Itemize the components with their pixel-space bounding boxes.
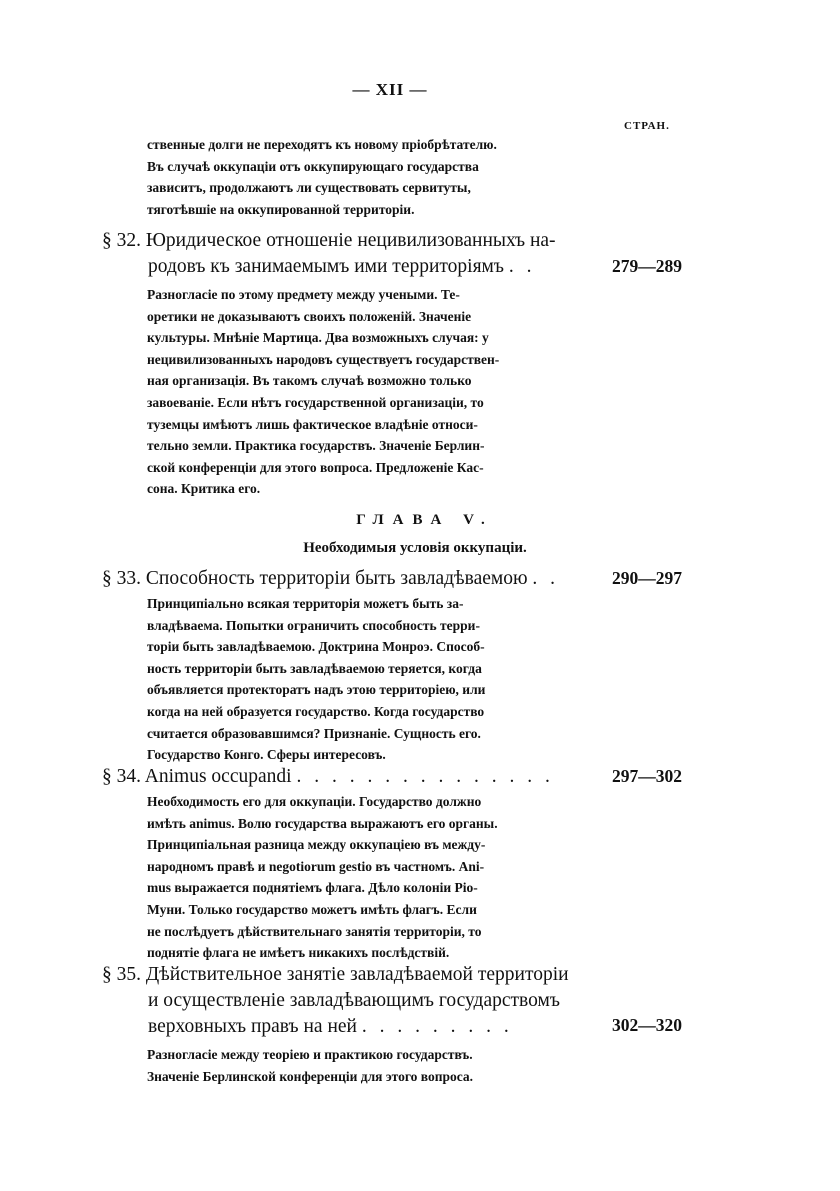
summary-line: Разногласіе по этому предмету между учеными. Те- — [147, 287, 460, 302]
section-35-title-line3 — [148, 1014, 513, 1040]
summary-line: объявляется протекторатъ надъ этою территоріею, или — [147, 682, 486, 698]
summary-line: народномъ правѣ и negotiorum gestio въ частномъ. Ani- — [147, 858, 485, 874]
summary-line: Принципіальная разница между оккупаціею въ между- — [147, 837, 486, 853]
summary-line: завоеваніе. Если нѣтъ государственной организаціи, то — [147, 394, 484, 410]
summary-line: нецивилизованныхъ народовъ существуетъ государствен- — [147, 351, 500, 367]
summary-line: не послѣдуетъ дѣйствительнаго занятія территоріи, то — [147, 923, 482, 939]
summary-line: считается образовавшимся? Признаніе. Сущность его. — [147, 725, 481, 741]
section-34-pages: 297—302 — [612, 766, 682, 786]
section-32-title-line2 — [148, 254, 535, 280]
summary-line: mus выражается поднятіемъ флага. Дѣло колоніи Ріо- — [147, 880, 478, 896]
summary-line: владѣваема. Попытки ограничить способность терри- — [147, 617, 480, 633]
summary-line: Муни. Только государство можетъ имѣть флагъ. Если — [147, 901, 477, 917]
leader-dots: . . — [532, 568, 560, 589]
summary-line: ственные долги не переходятъ къ новому пріобрѣтателю. — [147, 137, 497, 152]
summary-line: Необходимость его для оккупаціи. Государство должно — [147, 794, 482, 809]
summary-line: сона. Критика его. — [147, 481, 261, 497]
summary-line: оретики не доказываютъ своихъ положеній. Значеніе — [147, 308, 472, 324]
summary-line: тельно земли. Практика государствъ. Значеніе Берлин- — [147, 438, 485, 454]
summary-line: культуры. Мнѣніе Мартица. Два возможныхъ случая: у — [147, 330, 489, 346]
section-33-title — [102, 566, 559, 592]
section-35-pages: 302—320 — [612, 1015, 682, 1035]
summary-line: Принципіально всякая территорія можетъ быть за- — [147, 596, 464, 611]
summary-line: имѣть animus. Волю государства выражаютъ его органы. — [147, 815, 498, 831]
section-34-summary — [147, 791, 589, 964]
section-32-title-line1: § 32. Юридическое отношеніе нецивилизованныхъ на- — [102, 230, 556, 251]
section-35-title-line1: § 35. Дѣйствительное занятіе завладѣваемой территоріи — [102, 964, 569, 985]
summary-line: зависитъ, продолжаютъ ли существовать сервитуты, — [147, 180, 471, 196]
summary-line: поднятіе флага не имѣетъ никакихъ послѣдствій. — [147, 945, 450, 961]
summary-line: ской конференціи для этого вопроса. Предложеніе Кас- — [147, 459, 484, 475]
summary-line: торіи быть завладѣваемою. Доктрина Монроэ. Способ- — [147, 639, 485, 655]
section-34-title — [102, 764, 554, 790]
section-32-pages: 279—289 — [612, 256, 682, 276]
leader-dots: . . . . . . . . . — [361, 1016, 513, 1037]
summary-line: ная организація. Въ такомъ случаѣ возможно только — [147, 373, 472, 389]
section-32-title-text: родовъ къ занимаемымъ ими территоріямъ — [148, 256, 504, 277]
chapter-title: Необходимыя условія оккупаціи. — [303, 540, 527, 556]
summary-line: Въ случаѣ оккупаціи отъ оккупирующаго государства — [147, 158, 479, 174]
chapter-heading: ГЛАВА V. — [356, 512, 494, 528]
leader-dots: . . — [508, 256, 536, 277]
pages-column-label: СТРАН. — [624, 120, 670, 132]
page-number: — XII — — [352, 80, 428, 99]
summary-line: когда на ней образуется государство. Когда государство — [147, 703, 485, 719]
leader-dots: . . . . . . . . . . . . . . . — [296, 766, 554, 787]
summary-line: тяготѣвшіе на оккупированной территоріи. — [147, 201, 415, 217]
summary-line: Государство Конго. Сферы интересовъ. — [147, 747, 386, 763]
summary-line: Значеніе Берлинской конференціи для этого вопроса. — [147, 1068, 474, 1084]
section-35-title-line2: и осуществленіе завладѣвающимъ государствомъ — [148, 990, 560, 1011]
summary-line: ность территоріи быть завладѣваемою теряется, когда — [147, 660, 482, 676]
section-33-pages: 290—297 — [612, 568, 682, 588]
section-35-summary — [147, 1044, 589, 1087]
summary-line: Разногласіе между теоріею и практикою государствъ. — [147, 1047, 473, 1062]
section-33-title-text: § 33. Способность территоріи быть завладѣваемою — [102, 568, 528, 589]
section-34-title-text: § 34. Animus occupandi — [102, 766, 292, 787]
section-35-title-text: верховныхъ правъ на ней — [148, 1016, 357, 1037]
continued-summary — [147, 134, 589, 220]
section-32-summary — [147, 284, 589, 500]
summary-line: туземцы имѣютъ лишь фактическое владѣніе относи- — [147, 416, 478, 432]
section-33-summary — [147, 593, 589, 766]
